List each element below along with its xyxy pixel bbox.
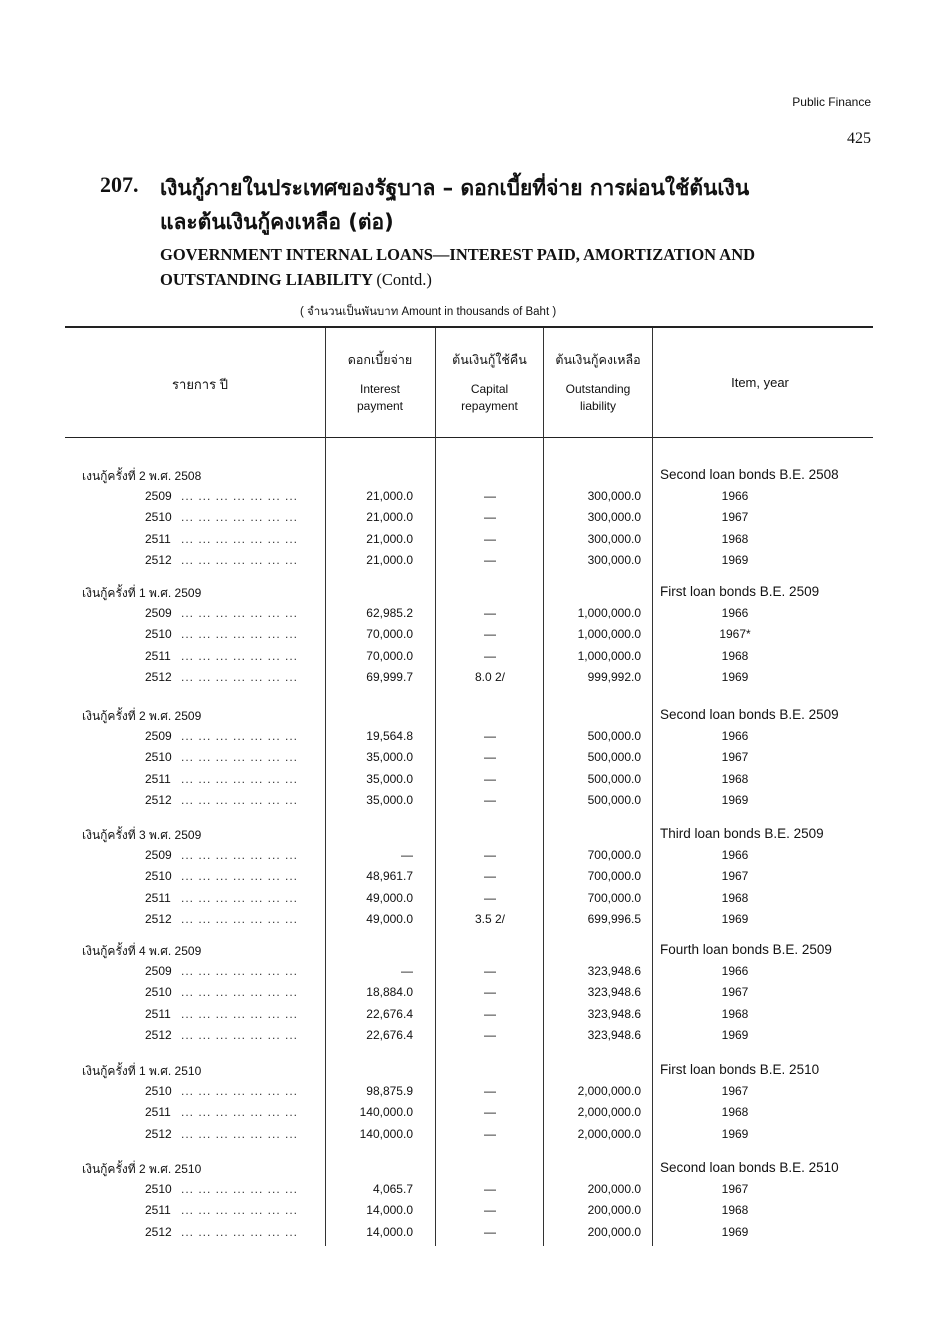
column-header-outstanding-thai: ต้นเงินกู้คงเหลือ	[555, 353, 641, 367]
cell-interest: 140,000.0	[359, 1126, 413, 1141]
column-header-interest-thai: ดอกเบี้ยจ่าย	[347, 353, 413, 367]
cell-interest: 19,564.8	[366, 729, 413, 743]
cell-outstanding: 200,000.0	[587, 1224, 641, 1239]
cell-year-be: 2511	[145, 1006, 171, 1021]
cell-outstanding: 500,000.0	[587, 729, 641, 743]
cell-outstanding: 200,000.0	[587, 1203, 641, 1218]
cell-interest: 18,884.0	[366, 985, 413, 1000]
table-row	[0, 729, 941, 750]
table-number: 207.	[100, 172, 139, 197]
group-label-thai: เงนกู้ครั้งที่ 2 พ.ศ. 2508	[82, 469, 202, 483]
cell-capital: —	[484, 1126, 496, 1141]
column-header-capital-en2: repayment	[461, 399, 518, 413]
cell-interest: 21,000.0	[366, 531, 413, 546]
cell-outstanding: 200,000.0	[587, 1182, 641, 1196]
cell-year-en: 1967	[721, 510, 749, 525]
cell-year-en: 1968	[721, 1006, 749, 1021]
leader-dots: ... ... ... ... ... ... ...	[181, 1084, 299, 1098]
table-row	[0, 891, 941, 912]
cell-interest: —	[401, 848, 413, 862]
cell-capital: —	[484, 985, 496, 1000]
cell-outstanding: 700,000.0	[587, 848, 641, 862]
cell-interest: 14,000.0	[366, 1224, 413, 1239]
header-bottom-rule	[65, 437, 873, 438]
cell-year-be: 2510	[145, 510, 172, 525]
cell-interest: 140,000.0	[359, 1105, 413, 1120]
leader-dots: ... ... ... ... ... ... ...	[181, 552, 299, 567]
title-english-line2-text: OUTSTANDING LIABILITY	[160, 270, 373, 289]
cell-year-en: 1969	[721, 1027, 749, 1042]
group-label-en: First loan bonds B.E. 2510	[660, 1062, 820, 1077]
cell-interest: 35,000.0	[366, 792, 413, 807]
cell-outstanding: 999,992.0	[587, 669, 641, 684]
title-english-line2	[160, 270, 432, 290]
column-header-item-thai-text: รายการ ปี	[172, 377, 228, 392]
table-row	[0, 553, 941, 574]
leader-dots: ... ... ... ... ... ... ...	[181, 792, 299, 807]
table-row	[0, 510, 941, 531]
cell-outstanding: 500,000.0	[587, 792, 641, 807]
leader-dots: ... ... ... ... ... ... ...	[181, 1126, 299, 1141]
cell-interest: 4,065.7	[372, 1182, 413, 1196]
cell-year-be: 2511	[145, 531, 171, 546]
cell-outstanding: 500,000.0	[587, 750, 641, 765]
cell-year-en: 1967	[721, 750, 749, 765]
leader-dots: ... ... ... ... ... ... ...	[181, 1224, 299, 1239]
title-thai-line2: และต้นเงินกู้คงเหลือ (ต่อ)	[160, 210, 394, 234]
cell-year-be: 2511	[145, 1105, 171, 1120]
cell-outstanding: 700,000.0	[587, 869, 641, 884]
cell-capital: —	[484, 552, 496, 567]
cell-year-en: 1967	[721, 1182, 749, 1196]
table-row	[0, 489, 941, 510]
table-row	[0, 869, 941, 890]
leader-dots: ... ... ... ... ... ... ...	[181, 1182, 299, 1196]
table-row	[0, 1007, 941, 1028]
group-header-row	[0, 707, 941, 728]
column-header-item-thai	[120, 376, 280, 393]
cell-year-en: 1969	[721, 1126, 749, 1141]
cell-year-be: 2510	[145, 750, 172, 765]
cell-year-en: 1969	[721, 911, 749, 926]
table-row	[0, 793, 941, 814]
column-header-item-en	[680, 374, 840, 391]
cell-year-en: 1968	[721, 1105, 749, 1120]
table-row	[0, 670, 941, 691]
leader-dots: ... ... ... ... ... ... ...	[181, 1203, 299, 1218]
cell-interest: 49,000.0	[366, 890, 413, 905]
cell-year-en: 1968	[721, 1203, 749, 1218]
group-label-thai: เงินกู้ครั้งที่ 4 พ.ศ. 2509	[82, 944, 202, 958]
table-row	[0, 985, 941, 1006]
cell-outstanding: 2,000,000.0	[577, 1105, 641, 1120]
cell-capital: —	[484, 1182, 496, 1196]
cell-year-en: 1968	[721, 890, 749, 905]
group-header-row	[0, 826, 941, 847]
cell-capital: —	[484, 729, 496, 743]
cell-capital: 3.5 2/	[474, 911, 506, 926]
cell-outstanding: 323,948.6	[587, 985, 641, 1000]
cell-year-en: 1967	[721, 985, 749, 1000]
cell-capital: —	[484, 531, 496, 546]
cell-outstanding: 323,948.6	[587, 1006, 641, 1021]
cell-year-be: 2510	[145, 1084, 172, 1098]
cell-outstanding: 300,000.0	[587, 510, 641, 525]
cell-year-be: 2511	[145, 771, 171, 786]
leader-dots: ... ... ... ... ... ... ...	[181, 627, 299, 642]
cell-interest: 49,000.0	[366, 911, 413, 926]
table-row	[0, 912, 941, 933]
cell-year-en: 1968	[721, 531, 749, 546]
cell-capital: —	[484, 510, 496, 525]
column-header-capital-thai: ต้นเงินกู้ใช้คืน	[452, 353, 527, 367]
cell-capital: —	[484, 964, 496, 978]
group-label-en: Fourth loan bonds B.E. 2509	[660, 942, 832, 957]
title-contd: (Contd.)	[376, 270, 432, 289]
group-label-thai: เงินกู้ครั้งที่ 3 พ.ศ. 2509	[82, 828, 202, 842]
cell-year-en: 1966	[721, 964, 749, 978]
table-top-rule	[65, 326, 873, 328]
cell-year-be: 2510	[145, 985, 172, 1000]
cell-outstanding: 323,948.6	[587, 1027, 641, 1042]
leader-dots: ... ... ... ... ... ... ...	[181, 531, 299, 546]
table-row	[0, 964, 941, 985]
cell-year-be: 2512	[145, 669, 172, 684]
cell-capital: —	[484, 792, 496, 807]
cell-interest: 35,000.0	[366, 771, 413, 786]
table-row	[0, 532, 941, 553]
group-label-thai: เงินกู้ครั้งที่ 2 พ.ศ. 2509	[82, 709, 202, 723]
cell-capital: —	[484, 489, 496, 503]
cell-interest: 21,000.0	[366, 489, 413, 503]
group-label-thai: เงินกู้ครั้งที่ 1 พ.ศ. 2510	[82, 1064, 202, 1078]
cell-outstanding: 1,000,000.0	[577, 606, 641, 620]
table-row	[0, 750, 941, 771]
cell-outstanding: 500,000.0	[587, 771, 641, 786]
cell-year-be: 2511	[145, 1203, 171, 1218]
leader-dots: ... ... ... ... ... ... ...	[181, 669, 299, 684]
leader-dots: ... ... ... ... ... ... ...	[181, 848, 299, 862]
title-english-line1: GOVERNMENT INTERNAL LOANS—INTEREST PAID, AMORTIZATION AND	[160, 245, 756, 264]
leader-dots: ... ... ... ... ... ... ...	[181, 729, 299, 743]
cell-outstanding: 300,000.0	[587, 552, 641, 567]
cell-interest: 14,000.0	[366, 1203, 413, 1218]
cell-interest: 69,999.7	[366, 669, 413, 684]
cell-capital: —	[484, 606, 496, 620]
leader-dots: ... ... ... ... ... ... ...	[181, 510, 299, 525]
cell-capital: —	[484, 750, 496, 765]
cell-year-be: 2509	[145, 729, 172, 743]
cell-interest: —	[401, 964, 413, 978]
cell-year-en: 1968	[721, 771, 749, 786]
cell-capital: —	[484, 1224, 496, 1239]
cell-year-be: 2512	[145, 911, 172, 926]
leader-dots: ... ... ... ... ... ... ...	[181, 771, 299, 786]
leader-dots: ... ... ... ... ... ... ...	[181, 1006, 299, 1021]
cell-capital: —	[484, 1203, 496, 1218]
cell-interest: 21,000.0	[366, 510, 413, 525]
cell-capital: —	[484, 890, 496, 905]
group-label-en: Second loan bonds B.E. 2510	[660, 1160, 839, 1175]
cell-capital: —	[484, 1027, 496, 1042]
cell-interest: 35,000.0	[366, 750, 413, 765]
column-header-outstanding-en1: Outstanding	[565, 382, 631, 396]
table-row	[0, 848, 941, 869]
cell-capital: —	[484, 1006, 496, 1021]
group-header-row	[0, 1160, 941, 1181]
cell-capital: —	[484, 771, 496, 786]
cell-year-en: 1968	[721, 648, 749, 663]
leader-dots: ... ... ... ... ... ... ...	[181, 648, 299, 663]
leader-dots: ... ... ... ... ... ... ...	[181, 1027, 299, 1042]
column-header-interest	[326, 352, 434, 415]
cell-outstanding: 1,000,000.0	[577, 627, 641, 642]
cell-outstanding: 700,000.0	[587, 890, 641, 905]
table-row	[0, 649, 941, 670]
cell-year-be: 2509	[145, 606, 172, 620]
cell-interest: 22,676.4	[366, 1027, 413, 1042]
cell-interest: 21,000.0	[366, 552, 413, 567]
page-number: 425	[847, 130, 871, 147]
cell-year-en: 1967*	[719, 627, 751, 642]
group-label-en: First loan bonds B.E. 2509	[660, 584, 820, 599]
leader-dots: ... ... ... ... ... ... ...	[181, 911, 299, 926]
table-row	[0, 772, 941, 793]
column-header-item-en-text: Item, year	[731, 375, 789, 390]
cell-year-be: 2510	[145, 627, 172, 642]
cell-capital: 8.0 2/	[474, 669, 506, 684]
table-row	[0, 1105, 941, 1126]
group-header-row	[0, 942, 941, 963]
cell-year-be: 2509	[145, 848, 172, 862]
cell-year-en: 1966	[721, 606, 749, 620]
unit-note: ( จำนวนเป็นพันบาท Amount in thousands of Baht )	[300, 306, 557, 318]
table-row	[0, 606, 941, 627]
table-row	[0, 1028, 941, 1049]
group-header-row	[0, 584, 941, 605]
cell-year-en: 1969	[721, 1224, 749, 1239]
cell-year-be: 2512	[145, 1027, 172, 1042]
cell-year-en: 1969	[721, 792, 749, 807]
cell-outstanding: 2,000,000.0	[577, 1084, 641, 1098]
title-thai-line1: เงินกู้ภายในประเทศของรัฐบาล – ดอกเบี้ยที่จ่าย การผ่อนใช้ต้นเงิน	[160, 176, 750, 200]
cell-interest: 22,676.4	[366, 1006, 413, 1021]
cell-outstanding: 1,000,000.0	[577, 648, 641, 663]
group-label-en: Third loan bonds B.E. 2509	[660, 826, 824, 841]
leader-dots: ... ... ... ... ... ... ...	[181, 1105, 299, 1120]
leader-dots: ... ... ... ... ... ... ...	[181, 489, 299, 503]
cell-year-be: 2511	[145, 890, 171, 905]
group-label-thai: เงินกู้ครั้งที่ 2 พ.ศ. 2510	[82, 1162, 202, 1176]
cell-interest: 98,875.9	[366, 1084, 413, 1098]
cell-year-be: 2510	[145, 1182, 172, 1196]
leader-dots: ... ... ... ... ... ... ...	[181, 964, 299, 978]
leader-dots: ... ... ... ... ... ... ...	[181, 606, 299, 620]
section-header: Public Finance	[792, 95, 871, 109]
cell-year-be: 2512	[145, 1126, 172, 1141]
cell-outstanding: 2,000,000.0	[577, 1126, 641, 1141]
group-header-row	[0, 1062, 941, 1083]
cell-capital: —	[484, 648, 496, 663]
leader-dots: ... ... ... ... ... ... ...	[181, 750, 299, 765]
cell-interest: 70,000.0	[366, 627, 413, 642]
group-label-en: Second loan bonds B.E. 2508	[660, 467, 839, 482]
cell-outstanding: 300,000.0	[587, 531, 641, 546]
cell-year-en: 1967	[721, 869, 749, 884]
cell-capital: —	[484, 1105, 496, 1120]
cell-interest: 48,961.7	[366, 869, 413, 884]
cell-capital: —	[484, 627, 496, 642]
cell-capital: —	[484, 869, 496, 884]
leader-dots: ... ... ... ... ... ... ...	[181, 890, 299, 905]
table-row	[0, 1203, 941, 1224]
cell-year-en: 1967	[721, 1084, 749, 1098]
cell-interest: 62,985.2	[366, 606, 413, 620]
cell-year-en: 1969	[721, 669, 749, 684]
cell-year-be: 2511	[145, 648, 171, 663]
column-header-interest-en2: payment	[356, 399, 404, 413]
cell-interest: 70,000.0	[366, 648, 413, 663]
cell-capital: —	[484, 848, 496, 862]
cell-year-en: 1966	[721, 489, 749, 503]
table-row	[0, 627, 941, 648]
cell-year-en: 1966	[721, 729, 749, 743]
cell-year-be: 2509	[145, 489, 172, 503]
cell-year-be: 2509	[145, 964, 172, 978]
leader-dots: ... ... ... ... ... ... ...	[181, 985, 299, 1000]
cell-outstanding: 699,996.5	[587, 911, 641, 926]
group-label-en: Second loan bonds B.E. 2509	[660, 707, 839, 722]
table-row	[0, 1182, 941, 1203]
cell-capital: —	[484, 1084, 496, 1098]
column-header-interest-en1: Interest	[359, 382, 401, 396]
cell-year-be: 2512	[145, 1224, 172, 1239]
column-header-capital	[436, 352, 543, 415]
group-label-thai: เงินกู้ครั้งที่ 1 พ.ศ. 2509	[82, 586, 202, 600]
table-row	[0, 1127, 941, 1148]
cell-year-be: 2512	[145, 552, 172, 567]
cell-outstanding: 323,948.6	[587, 964, 641, 978]
table-row	[0, 1084, 941, 1105]
cell-year-be: 2510	[145, 869, 172, 884]
cell-year-be: 2512	[145, 792, 172, 807]
column-header-capital-en1: Capital	[470, 382, 509, 396]
cell-year-en: 1969	[721, 552, 749, 567]
table-row	[0, 1225, 941, 1246]
group-header-row	[0, 467, 941, 488]
column-header-outstanding	[544, 352, 652, 415]
cell-year-en: 1966	[721, 848, 749, 862]
column-header-outstanding-en2: liability	[579, 399, 616, 413]
cell-outstanding: 300,000.0	[587, 489, 641, 503]
leader-dots: ... ... ... ... ... ... ...	[181, 869, 299, 884]
